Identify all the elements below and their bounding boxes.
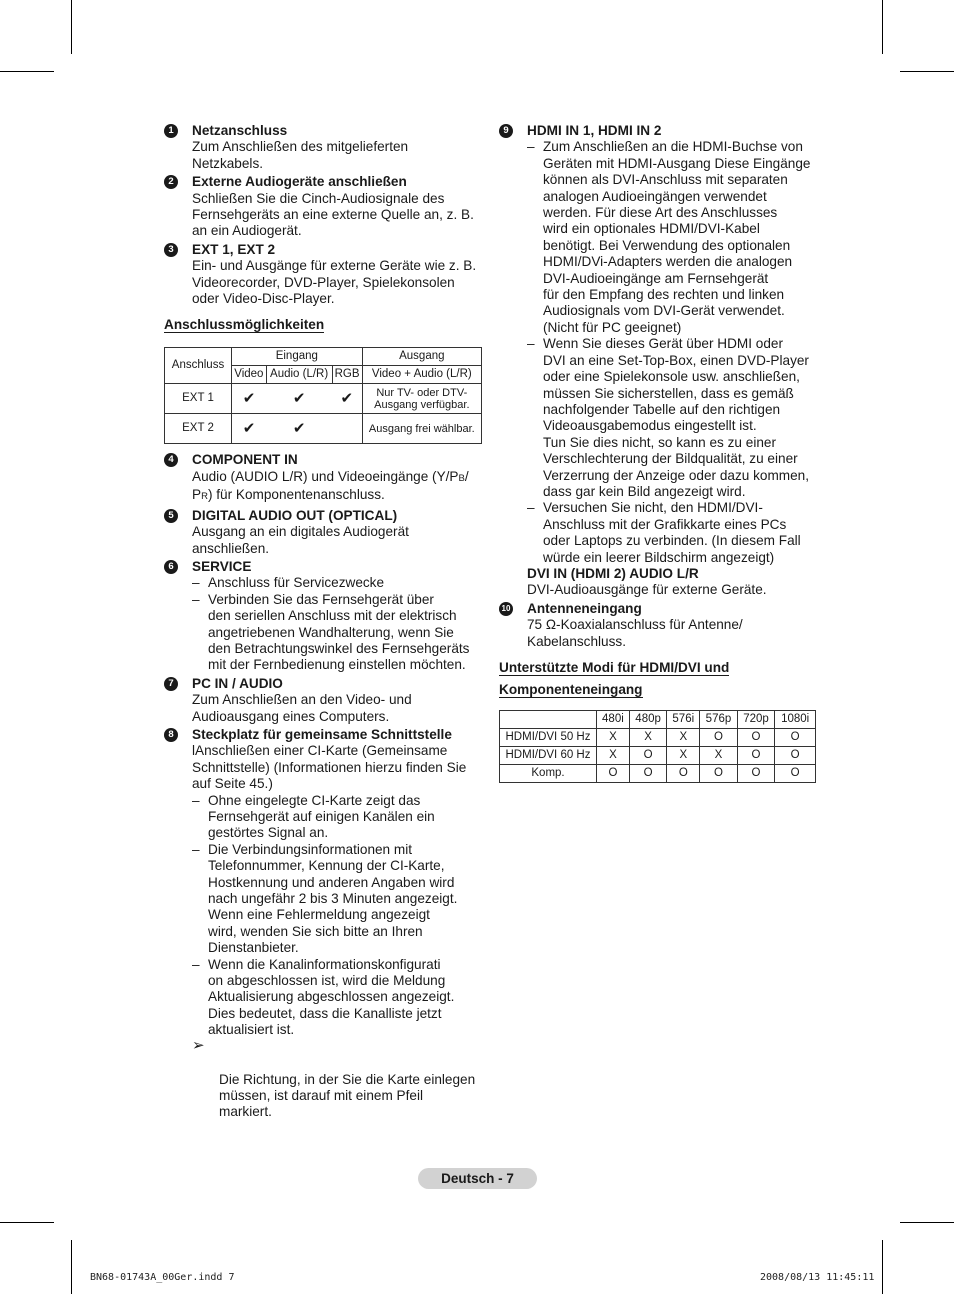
item-title: PC IN / AUDIO (192, 675, 283, 691)
table-cell: O (700, 765, 738, 783)
number-badge: 4 (164, 453, 178, 467)
column-header: 576i (667, 711, 700, 729)
item-antenna (499, 601, 821, 650)
number-badge: 8 (164, 728, 178, 742)
crop-mark (900, 71, 954, 72)
number-badge: 2 (164, 175, 178, 189)
connection-table (164, 347, 482, 444)
column-header: 576p (700, 711, 738, 729)
crop-mark (0, 1222, 54, 1223)
table-cell: X (667, 729, 700, 747)
modes-title-line2: Komponenteneingang (499, 682, 643, 697)
note-text: Die Richtung, in der Sie die Karte einlegen müssen, ist darauf mit einem Pfeil markiert. (219, 1071, 476, 1120)
sub-output: Video + Audio (L/R) (362, 366, 481, 384)
crop-mark (0, 71, 54, 72)
list-item: – Versuchen Sie nicht, den HDMI/DVI- Anschluss mit der Grafikkarte eines PCs oder Laptops zu verbinden. (In diesem Fall würde ein leerer Bildschirm angezeigt) (527, 500, 821, 566)
item-title: Steckplatz für gemeinsame Schnittstelle (192, 726, 452, 742)
number-badge: 1 (164, 124, 178, 138)
table-row (500, 729, 816, 747)
number-badge: 3 (164, 243, 178, 257)
crop-mark (900, 1222, 954, 1223)
table-row (500, 765, 816, 783)
check-icon: ✔ (232, 414, 267, 444)
empty-cell (332, 414, 362, 444)
text-part: / P (192, 468, 469, 503)
header-anschluss: Anschluss (165, 348, 232, 384)
number-badge: 7 (164, 677, 178, 691)
item-ci-slot (164, 727, 486, 1121)
subscript-r: R (201, 491, 208, 503)
list-item: – Die Verbindungsinformationen mit Telefonnummer, Kennung der CI-Karte, Hostkennung und anderen Angaben wird nach ungefähr 2 bis 3 Minuten angezeigt. Wenn eine Fehlermeldung angezeigt wird, wenden Sie sich bitte an Ihren Dienstanbieter. (192, 842, 486, 957)
corner-cell (500, 711, 597, 729)
row-label: HDMI/DVI 60 Hz (500, 747, 597, 765)
column-header: 480i (597, 711, 630, 729)
sub-audio: Audio (L/R) (266, 366, 332, 384)
list-item: – Ohne eingelegte CI-Karte zeigt das Fernsehgerät auf einigen Kanälen ein gestörtes Signal an. (192, 793, 486, 842)
table-cell: X (667, 747, 700, 765)
header-eingang: Eingang (232, 348, 363, 366)
column-header: 480p (629, 711, 667, 729)
item-title: COMPONENT IN (192, 452, 298, 468)
crop-mark (882, 0, 883, 54)
table-cell: O (737, 747, 775, 765)
row-label: Komp. (500, 765, 597, 783)
output-ext1: Nur TV- oder DTV- Ausgang verfügbar. (362, 384, 481, 414)
item-text (192, 469, 486, 506)
list-item: – Anschluss für Servicezwecke (192, 575, 486, 591)
dvi-audio-text: DVI-Audioausgänge für externe Geräte. (527, 582, 767, 598)
item-title: HDMI IN 1, HDMI IN 2 (527, 123, 662, 138)
row-label-ext2: EXT 2 (165, 414, 232, 444)
dash-list (192, 575, 486, 673)
number-badge: 9 (499, 124, 513, 138)
check-icon: ✔ (232, 384, 267, 414)
list-item: – Zum Anschließen an die HDMI-Buchse von Geräten mit HDMI-Ausgang Diese Eingänge können als DVI-Anschluss mit separaten analogen Audioeingängen verwendet werden. Für diese Art des Anschlusses wird ein optionales HDMI/DVI-Kabel benötigt. Bei Verwendung des optionalen HDMI/DVi-Adapters werden die analogen DVI-Audioeingänge am Fernsehgerät für den Empfang des rechten und linken Audiosignals vom DVI-Gerät verwendet. (Nicht für PC geeignet) (527, 139, 821, 336)
table-row (500, 747, 816, 765)
table-cell: O (775, 747, 816, 765)
table-cell: X (700, 747, 738, 765)
sub-video: Video (232, 366, 267, 384)
table-cell: O (700, 729, 738, 747)
table-cell: X (597, 747, 630, 765)
left-column (164, 123, 486, 1123)
sub-rgb: RGB (332, 366, 362, 384)
row-label-ext1: EXT 1 (165, 384, 232, 414)
item-audio-external (164, 174, 486, 240)
subscript-b: B (458, 472, 465, 484)
right-column (499, 123, 821, 783)
list-item: – Wenn Sie dieses Gerät über HDMI oder DVI an eine Set-Top-Box, einen DVD-Player oder eine Spielekonsole usw. anschließen, müssen Sie sicherstellen, dass es gemäß nachfolgender Tabelle auf den richtigen Videoausgabemodus eingestellt ist. Tun Sie dies nicht, so kann es zu einer Verschlechterung der Bildqualität, zu einer Verzerrung der Anzeige oder dazu kommen, dass gar kein Bild angezeigt wird. (527, 336, 821, 500)
connection-options-title: Anschlussmöglichkeiten (164, 317, 325, 333)
dash-list (527, 139, 821, 566)
crop-mark (71, 0, 72, 54)
table-cell: X (597, 729, 630, 747)
item-digital-audio-out (164, 508, 486, 557)
item-title: EXT 1, EXT 2 (192, 241, 276, 257)
number-badge: 6 (164, 560, 178, 574)
check-icon: ✔ (266, 414, 332, 444)
column-header: 1080i (775, 711, 816, 729)
row-label: HDMI/DVI 50 Hz (500, 729, 597, 747)
table-cell: O (629, 747, 667, 765)
item-ext (164, 242, 486, 308)
page-number-label: Deutsch - 7 (418, 1168, 537, 1189)
table-cell: O (597, 765, 630, 783)
modes-table (499, 710, 816, 783)
item-text: Schließen Sie die Cinch-Audiosignale des Fernsehgeräts an eine externe Quelle an, z. B. an ein Audiogerät. (192, 190, 474, 239)
dvi-audio-title: DVI IN (HDMI 2) AUDIO L/R (527, 565, 699, 581)
item-text: Ausgang an ein digitales Audiogerät anschließen. (192, 524, 409, 556)
item-text: Zum Anschließen des mitgelieferten Netzkabels. (192, 139, 409, 171)
item-service (164, 559, 486, 674)
table-cell: O (667, 765, 700, 783)
table-cell: O (629, 765, 667, 783)
footer-datetime: 2008/08/13 11:45:11 (760, 1272, 875, 1283)
check-icon: ✔ (266, 384, 332, 414)
number-badge: 10 (499, 602, 513, 616)
note (192, 1036, 486, 1121)
item-text: Ein- und Ausgänge für externe Geräte wie z. B. Videorecorder, DVD-Player, Spielekonsolen oder Video-Disc-Player. (192, 258, 477, 307)
header-ausgang: Ausgang (362, 348, 481, 366)
table-cell: X (629, 729, 667, 747)
item-hdmi-in (499, 123, 821, 599)
item-component-in (164, 452, 486, 505)
table-cell: O (775, 765, 816, 783)
item-title: DIGITAL AUDIO OUT (OPTICAL) (192, 507, 398, 523)
item-pc-in (164, 676, 486, 725)
item-text: lAnschließen einer CI-Karte (Gemeinsame Schnittstelle) (Informationen hierzu finden Sie auf Seite 45.) (192, 743, 467, 792)
number-badge: 5 (164, 509, 178, 523)
item-text: Zum Anschließen an den Video- und Audioausgang eines Computers. (192, 692, 412, 724)
footer-filename: BN68-01743A_00Ger.indd 7 (90, 1272, 235, 1283)
output-ext2: Ausgang frei wählbar. (362, 414, 481, 444)
arrow-icon: ➢ (192, 1036, 205, 1054)
crop-mark (71, 1240, 72, 1294)
table-cell: O (737, 765, 775, 783)
column-header: 720p (737, 711, 775, 729)
item-text: 75 Ω-Koaxialanschluss für Antenne/ Kabelanschluss. (527, 617, 743, 649)
item-title: Netzanschluss (192, 123, 288, 138)
modes-title-line1: Unterstützte Modi für HDMI/DVI und (499, 660, 730, 675)
check-icon: ✔ (332, 384, 362, 414)
text-part: ) für Komponentenanschluss. (207, 487, 385, 503)
item-title: Externe Audiogeräte anschließen (192, 174, 407, 190)
item-title: SERVICE (192, 558, 252, 574)
item-netzanschluss (164, 123, 486, 172)
list-item: – Wenn die Kanalinformationskonfigurati on abgeschlossen ist, wird die Meldung Aktualisierung abgeschlossen angezeigt. Dies bedeutet, dass die Kanalliste jetzt aktualisiert ist. (192, 957, 486, 1039)
dash-list (192, 793, 486, 1039)
table-cell: O (775, 729, 816, 747)
crop-mark (882, 1240, 883, 1294)
text-part: Audio (AUDIO L/R) und Videoeingänge (Y/P (192, 468, 459, 484)
item-title: Antenneneingang (527, 600, 642, 616)
list-item: – Verbinden Sie das Fernsehgerät über den seriellen Anschluss mit der elektrisch angetriebenen Wandhalterung, wenn Sie den Betrachtungswinkel des Fernsehgeräts mit der Fernbedienung einstellen möchten. (192, 592, 486, 674)
table-cell: O (737, 729, 775, 747)
